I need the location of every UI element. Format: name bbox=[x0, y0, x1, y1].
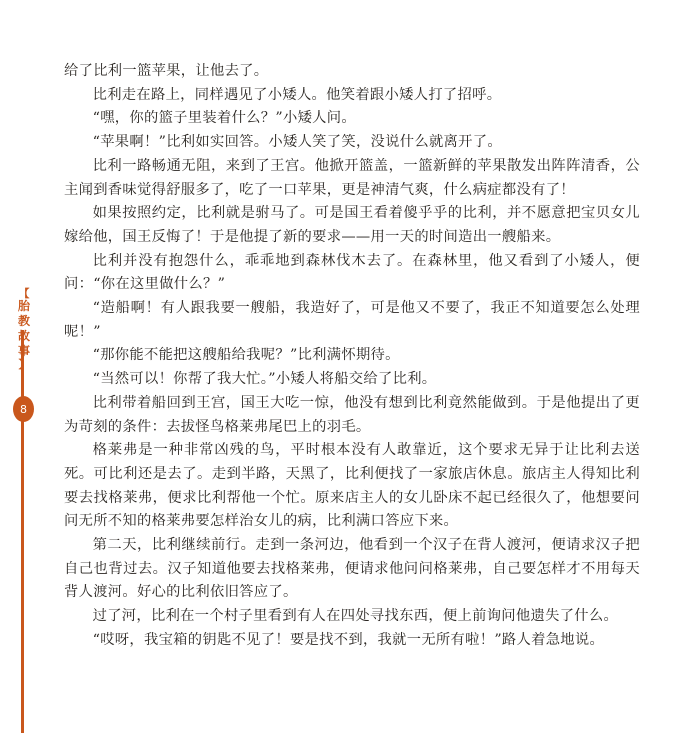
section-bracket-close: 】 bbox=[18, 358, 30, 371]
story-body bbox=[64, 60, 640, 653]
paragraph: “哎呀，我宝箱的钥匙不见了！要是找不到，我就一无所有啦！”路人着急地说。 bbox=[92, 631, 605, 648]
section-bracket-open: 【 bbox=[18, 287, 30, 300]
paragraph: 比利并没有抱怨什么，乖乖地到森林伐木去了。在森林里，他又看到了小矮人，便问：“你在这里做什么？” bbox=[64, 252, 640, 293]
sidebar-rule bbox=[21, 330, 24, 733]
section-label: 胎教故事 bbox=[18, 299, 31, 358]
paragraph: 格莱弗是一种非常凶残的鸟，平时根本没有人敢靠近，这个要求无异于让比利去送死。可比利还是去了。走到半路，天黑了，比利便找了一家旅店休息。旅店主人得知比利要去找格莱弗，便求比利帮他一个忙。原来店主人的女儿卧床不起已经很久了，他想要问问无所不知的格莱弗要怎样治女儿的病，比利满口答应下来。 bbox=[64, 442, 640, 530]
paragraph: “苹果啊！”比利如实回答。小矮人笑了笑，没说什么就离开了。 bbox=[92, 134, 502, 151]
section-tab bbox=[16, 285, 32, 373]
paragraph: 给了比利一篮苹果，让他去了。 bbox=[64, 63, 269, 79]
paragraph: “当然可以！你帮了我大忙。”小矮人将船交给了比利。 bbox=[92, 371, 437, 388]
paragraph: “嘿，你的篮子里装着什么？”小矮人问。 bbox=[92, 110, 356, 127]
paragraph: 第二天，比利继续前行。走到一条河边，他看到一个汉子在背人渡河，便请求汉子把自己也背过去。汉子知道他要去找格莱弗，便请求他问问格莱弗，自己要怎样才不用每天背人渡河。好心的比利依旧答应了。 bbox=[64, 537, 640, 601]
paragraph: 比利一路畅通无阻，来到了王宫。他掀开篮盖，一篮新鲜的苹果散发出阵阵清香，公主闻到香味觉得舒服多了，吃了一口苹果，更是神清气爽，什么病症都没有了！ bbox=[64, 157, 640, 198]
paragraph: 如果按照约定，比利就是驸马了。可是国王看着傻乎乎的比利，并不愿意把宝贝女儿嫁给他，国王反悔了！于是他提了新的要求——用一天的时间造出一艘船来。 bbox=[64, 205, 640, 245]
paragraph: 比利走在路上，同样遇见了小矮人。他笑着跟小矮人打了招呼。 bbox=[92, 86, 502, 103]
paragraph: 过了河，比利在一个村子里看到有人在四处寻找东西，便上前询问他遗失了什么。 bbox=[92, 608, 619, 625]
page-number: 8 bbox=[20, 402, 27, 416]
page-number-badge bbox=[13, 396, 34, 422]
paragraph: 比利带着船回到王宫，国王大吃一惊，他没有想到比利竟然能做到。于是他提出了更为苛刻的条件：去拔怪鸟格莱弗尾巴上的羽毛。 bbox=[64, 394, 640, 435]
paragraph: “那你能不能把这艘船给我呢？”比利满怀期待。 bbox=[92, 347, 400, 364]
paragraph: “造船啊！有人跟我要一艘船，我造好了，可是他又不要了，我正不知道要怎么处理呢！” bbox=[64, 300, 640, 340]
